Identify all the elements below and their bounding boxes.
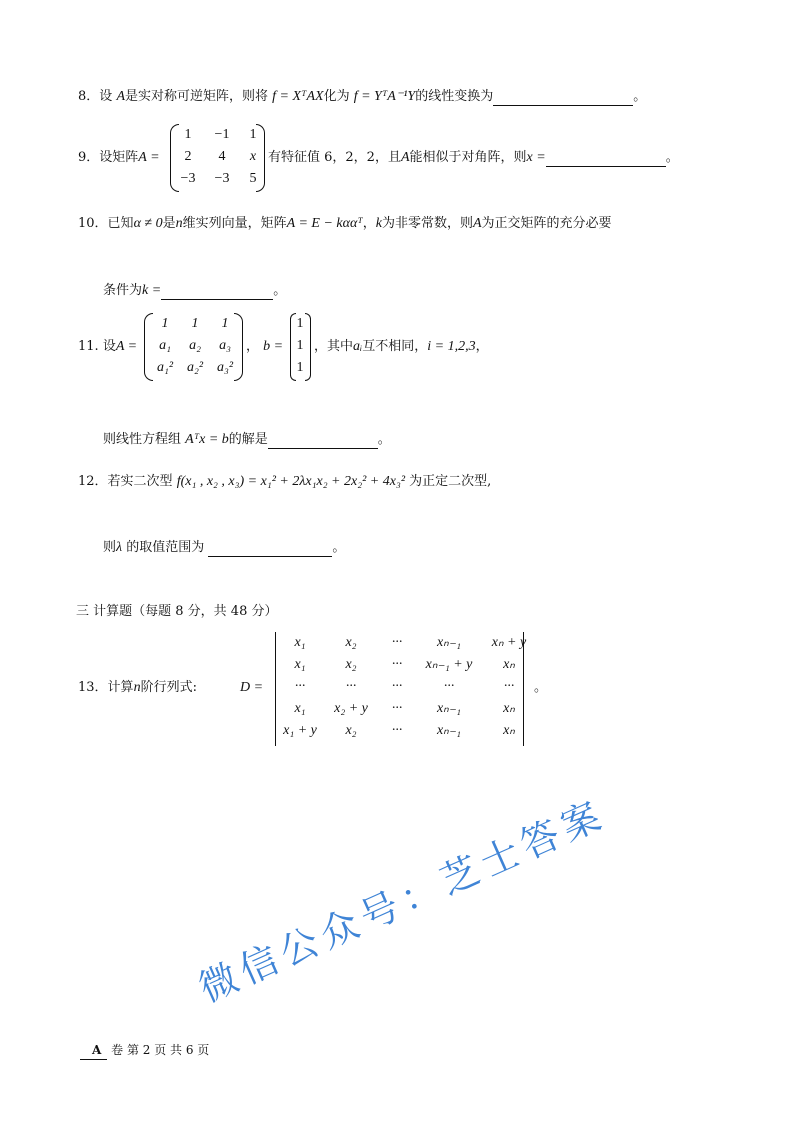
q12-math: f(x₁ , x₂ , x₃) = x₁² + 2λx₁x₂ + 2x₂² + 4x₃² — [176, 474, 406, 489]
determinant-cell: ··· — [503, 679, 515, 694]
q11-math: i = 1,2,3 — [427, 339, 476, 354]
matrix-cell: a₃ — [219, 338, 231, 353]
determinant-cell: x₂ + y — [334, 701, 368, 716]
watermark: 微信公众号：芝士答案 — [192, 791, 613, 1011]
q12-text: 则 — [103, 540, 117, 555]
right-paren — [234, 313, 243, 381]
question-12 — [78, 473, 491, 491]
determinant-cell: ··· — [391, 701, 403, 716]
q10-text: 维实列向量，矩阵 — [182, 216, 287, 231]
matrix-cell: −3 — [180, 171, 196, 186]
q8-text: 是实对称可逆矩阵，则将 — [125, 89, 269, 104]
q10-math: α ≠ 0 — [133, 216, 163, 231]
q10-math: A = E − kααᵀ — [286, 216, 363, 231]
question-11-line2 — [103, 431, 391, 449]
q10-text: 已知 — [107, 216, 134, 231]
q8-math: f = XᵀAX — [272, 89, 324, 104]
q12-number: 12． — [78, 474, 108, 489]
q10-end: 。 — [273, 283, 287, 298]
q8-end: 。 — [633, 89, 647, 104]
q8-math: A — [116, 89, 125, 104]
q11-matrix-a — [150, 313, 240, 379]
determinant-cell: ··· — [391, 723, 403, 738]
q11-math: A = — [115, 339, 138, 354]
q9-text: 有特征值 6，2，2，且 — [268, 150, 401, 165]
question-10 — [78, 215, 612, 233]
q10-text: 是 — [162, 216, 176, 231]
vector-cell: 1 — [296, 360, 304, 375]
determinant-cell: ··· — [443, 679, 455, 694]
q11-number: 11. — [78, 339, 99, 354]
q11-math: b = — [263, 339, 284, 354]
q9-text: 设矩阵 — [99, 150, 139, 165]
determinant-right-bar — [523, 632, 524, 746]
section-3-heading: 三 计算题（每题 8 分，共 48 分） — [76, 604, 278, 619]
q12-math: λ — [116, 540, 123, 555]
question-13-label — [78, 679, 197, 697]
paper-version: A — [80, 1041, 107, 1060]
q11-text: 则线性方程组 — [103, 432, 182, 447]
determinant-cell: ··· — [345, 679, 357, 694]
q11-text: 设 — [102, 339, 116, 354]
matrix-cell: 4 — [218, 149, 226, 164]
question-11-label — [78, 338, 137, 356]
determinant-cell: xₙ — [503, 701, 515, 716]
q10-number: 10． — [78, 216, 108, 231]
q9-math: x = — [526, 150, 546, 165]
determinant-cell: ··· — [294, 679, 306, 694]
q10-math: k — [375, 216, 382, 231]
q8-text: 化为 — [323, 89, 350, 104]
matrix-cell: −1 — [214, 127, 230, 142]
determinant-cell: xₙ₋₁ + y — [425, 657, 473, 672]
page-number: 卷 第 2 页 共 6 页 — [111, 1043, 210, 1057]
answer-blank[interactable] — [208, 542, 332, 557]
determinant-cell: ··· — [391, 635, 403, 650]
q8-text: 设 — [99, 89, 113, 104]
matrix-cell: 5 — [249, 171, 257, 186]
q10-text: 为非零常数，则 — [381, 216, 473, 231]
determinant-cell: x₁ + y — [283, 723, 317, 738]
determinant-cell: xₙ₋₁ — [436, 701, 462, 716]
determinant-cell: xₙ + y — [491, 635, 527, 650]
determinant-cell: x₂ — [345, 657, 357, 672]
matrix-cell: a₃² — [216, 360, 234, 375]
question-8 — [78, 88, 646, 106]
q12-text: 为正定二次型, — [409, 474, 492, 489]
question-9-label — [78, 149, 160, 167]
q9-number: 9． — [78, 150, 100, 165]
matrix-cell: 1 — [249, 127, 257, 142]
q13-math: n — [133, 680, 141, 695]
q9-math: A — [400, 150, 410, 165]
determinant-cell: x₁ — [294, 657, 306, 672]
determinant-left-bar — [275, 632, 276, 746]
q13-text: 阶行列式: — [140, 680, 197, 695]
q11-text: ， — [475, 339, 489, 354]
matrix-cell: a₁ — [159, 338, 171, 353]
q9-matrix — [174, 124, 264, 190]
question-11-text — [314, 338, 489, 356]
q10-text: ， — [362, 216, 376, 231]
matrix-cell: a₁² — [156, 360, 174, 375]
q11-b-label — [246, 338, 283, 356]
matrix-cell: 1 — [161, 316, 169, 331]
answer-blank[interactable] — [268, 434, 378, 449]
q13-determinant — [277, 632, 535, 742]
q8-math: f = YᵀA⁻¹Y — [353, 89, 416, 104]
matrix-cell: a₂² — [186, 360, 204, 375]
q9-end: 。 — [665, 150, 679, 165]
q11-text: 互不相同， — [362, 339, 428, 354]
q10-text: 为正交矩阵的充分必要 — [481, 216, 612, 231]
q10-math: n — [175, 216, 183, 231]
question-10-line2 — [103, 282, 286, 300]
determinant-cell: x₂ — [345, 723, 357, 738]
answer-blank[interactable] — [493, 91, 633, 106]
q10-text: 条件为 — [103, 283, 143, 298]
q11-math: Aᵀx = b — [185, 432, 229, 447]
determinant-cell: xₙ — [503, 723, 515, 738]
determinant-cell: xₙ — [503, 657, 515, 672]
q13-end: 。 — [534, 680, 548, 695]
determinant-cell: xₙ₋₁ — [436, 723, 462, 738]
q10-math: k = — [142, 283, 162, 298]
question-12-line2 — [103, 539, 345, 557]
matrix-cell: 1 — [184, 127, 192, 142]
q9-text: 能相似于对角阵，则 — [409, 150, 527, 165]
answer-blank[interactable] — [546, 152, 666, 167]
matrix-cell: x — [249, 149, 257, 164]
q11-text: 的解是 — [228, 432, 268, 447]
q13-lhs: D = — [240, 680, 264, 695]
matrix-cell: 2 — [184, 149, 192, 164]
q12-end: 。 — [332, 540, 346, 555]
q8-number: 8． — [78, 89, 100, 104]
matrix-cell: 1 — [191, 316, 199, 331]
question-9-text — [268, 149, 679, 167]
determinant-cell: ··· — [391, 679, 403, 694]
q11-end: 。 — [377, 432, 391, 447]
q11-text: ，其中 — [314, 339, 354, 354]
matrix-cell: 1 — [221, 316, 229, 331]
matrix-cell: −3 — [214, 171, 230, 186]
determinant-cell: x₂ — [345, 635, 357, 650]
determinant-cell: x₁ — [294, 701, 306, 716]
q11-math: aᵢ — [353, 339, 363, 354]
matrix-cell: a₂ — [189, 338, 201, 353]
q11-text: ， — [246, 339, 260, 354]
determinant-cell: xₙ₋₁ — [436, 635, 462, 650]
right-paren — [305, 313, 311, 381]
q12-text: 若实二次型 — [107, 474, 173, 489]
answer-blank[interactable] — [161, 285, 273, 300]
vector-cell: 1 — [296, 316, 304, 331]
determinant-cell: ··· — [391, 657, 403, 672]
determinant-cell: x₁ — [294, 635, 306, 650]
vector-cell: 1 — [296, 338, 304, 353]
right-paren — [256, 124, 265, 192]
q12-text: 的取值范围为 — [126, 540, 205, 555]
page-footer — [80, 1041, 209, 1060]
q9-math: A = — [138, 150, 160, 165]
q13-number: 13． — [78, 680, 108, 695]
q13-text: 计算 — [107, 680, 134, 695]
q8-text: 的线性变换为 — [415, 89, 494, 104]
q10-math: A — [472, 216, 482, 231]
